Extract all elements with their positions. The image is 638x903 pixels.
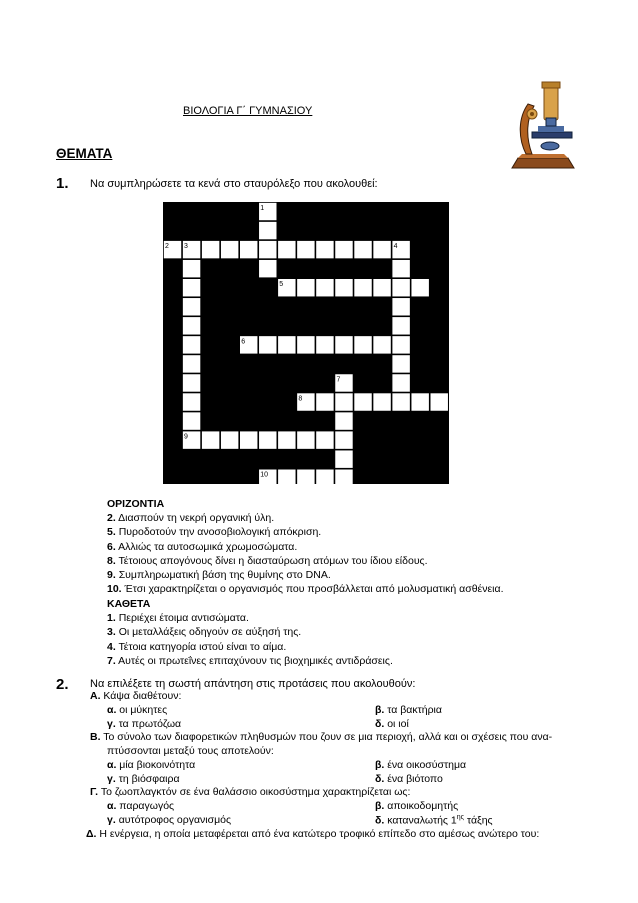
crossword-number-3: 3 [184,243,188,251]
clue-down-7: 7. Αυτές οι πρωτεΐνες επιταχύνουν τις βιοχημικές αντιδράσεις. [107,654,393,667]
part-c-stem: Γ. Το ζωοπλαγκτόν σε ένα θαλάσσιο οικοσύστημα χαρακτηρίζεται ως: [90,786,411,798]
crossword-number-9: 9 [184,433,188,441]
crossword-number-8: 8 [298,395,303,403]
crossword-cell [297,336,314,353]
part-c-option-d: δ. καταναλωτής $1^{\eta\varsigma}$ τάξης [375,814,493,827]
part-a-option-b: β. τα βακτήρια [375,704,442,716]
crossword-cell [392,298,409,315]
crossword-cell [278,241,295,258]
crossword-cell [335,412,352,429]
crossword-number-5: 5 [279,281,284,289]
crossword-cell [354,336,371,353]
part-a-option-d: δ. οι ιοί [375,718,409,730]
crossword-cell [411,279,428,296]
down-heading: ΚΑΘΕΤΑ [107,598,151,610]
crossword-cell [183,412,200,429]
crossword-cell [392,393,409,410]
crossword-cell [335,431,352,448]
clue-across-5: 5. Πυροδοτούν την ανοσοβιολογική απόκριση. [107,526,322,539]
crossword-cell [297,431,314,448]
question-1-text: Να συμπληρώσετε τα κενά στο σταυρόλεξο που ακολουθεί: [90,178,378,190]
crossword-cell [392,355,409,372]
crossword-cell [316,470,333,485]
crossword-cell [335,393,352,410]
crossword-cell [354,393,371,410]
crossword-cell [335,336,352,353]
crossword-cell [183,355,200,372]
crossword-cell [392,260,409,277]
crossword-cell [259,222,276,239]
crossword-cell [392,279,409,296]
part-b-option-d: δ. ένα βιότοπο [375,773,443,785]
crossword-cell [202,431,219,448]
part-d-stem: Δ. Η ενέργεια, η οποία μεταφέρεται από ένα κατώτερο τροφικό επίπεδο στο αμέσως ανώτερο του: [86,828,540,840]
crossword-cell [316,336,333,353]
crossword-cell [278,431,295,448]
crossword-cell [354,241,371,258]
crossword-cell [183,336,200,353]
crossword-cell [316,431,333,448]
crossword-cell [259,260,276,277]
crossword-cell [183,279,200,296]
clue-down-4: 4. Τέτοια κατηγορία ιστού είναι το αίμα. [107,640,287,653]
part-a-stem: Α. Κάψα διαθέτουν: [90,690,182,702]
crossword-cell [202,241,219,258]
part-c-option-c: γ. αυτότροφος οργανισμός [107,814,232,826]
crossword-cell [297,241,314,258]
part-c-option-b: β. αποικοδομητής [375,800,459,812]
part-c-option-a: α. παραγωγός [107,800,175,812]
crossword-cell [411,393,428,410]
crossword-cell [240,431,257,448]
crossword-number-7: 7 [336,376,341,384]
crossword-cell [297,470,314,485]
crossword-cell [183,260,200,277]
crossword-cell [316,279,333,296]
crossword-cell [278,470,295,485]
part-a-option-a: α. οι μύκητες [107,704,168,716]
crossword-cell [373,336,390,353]
clue-across-8: 8. Τέτοιους απογόνους δίνει η διασταύρωση ατόμων του ίδιου είδους. [107,554,428,567]
section-heading: ΘΕΜΑΤΑ [56,146,113,161]
part-b-stem: Β. Το σύνολο των διαφορετικών πληθυσμών που ζουν σε μια περιοχή, αλλά και οι σχέσεις που ανα- [90,731,553,743]
clue-across-6: 6. Αλλιώς τα αυτοσωμικά χρωμοσώματα. [107,540,298,553]
clue-down-1: 1. Περιέχει έτοιμα αντισώματα. [107,612,249,625]
crossword-cell [183,317,200,334]
crossword-cell [392,374,409,391]
crossword-cell [316,393,333,410]
page-title: ΒΙΟΛΟΓΙΑ Γ΄ ΓΥΜΝΑΣΙΟΥ [183,105,313,117]
crossword-cell [316,241,333,258]
crossword-cell [259,336,276,353]
crossword-grid [163,202,449,484]
crossword-cell [392,336,409,353]
across-heading: ΟΡΙΖΟΝΤΙΑ [107,498,165,510]
crossword-number-10: 10 [260,471,269,479]
crossword-cell [335,450,352,467]
across-clues [107,497,504,596]
crossword-cell [259,241,276,258]
crossword-cell [297,279,314,296]
crossword-cell [183,298,200,315]
clue-across-2: 2. Διασπούν τη νεκρή οργανική ύλη. [107,512,275,525]
part-a-option-c: γ. τα πρωτόζωα [107,718,182,730]
crossword-cell [183,393,200,410]
crossword-cell [240,241,257,258]
crossword-cell [259,431,276,448]
crossword-cell [335,279,352,296]
question-2-text: Να επιλέξετε τη σωστή απάντηση στις προτάσεις που ακολουθούν: [90,678,416,690]
crossword-cell [183,374,200,391]
crossword-cell [354,279,371,296]
part-b-option-b: β. ένα οικοσύστημα [375,759,467,771]
crossword-cell [221,431,238,448]
down-clues [107,597,393,668]
part-b-stem-continued: πτύσσονται μεταξύ τους αποτελούν: [107,745,274,757]
clue-down-3: 3. Οι μεταλλάξεις οδηγούν σε αύξησή της. [107,626,302,639]
clue-across-9: 9. Συμπληρωματική βάση της θυμίνης στο DNA. [107,569,331,582]
crossword-cell [373,393,390,410]
crossword-cell [335,241,352,258]
question-1-number: 1. [56,175,69,192]
crossword-cell [431,393,448,410]
crossword-cell [221,241,238,258]
part-b-option-a: α. μία βιοκοινότητα [107,759,196,771]
crossword-cell [373,241,390,258]
crossword-cell [278,336,295,353]
clue-across-10: 10. Έτσι χαρακτηρίζεται ο οργανισμός που προσβάλλεται από μολυσματική ασθένεια. [107,583,504,596]
crossword-cell [373,279,390,296]
question-2-number: 2. [56,676,69,693]
microscope-icon [508,78,584,172]
crossword-cell [392,317,409,334]
crossword-number-4: 4 [393,243,398,251]
crossword-cell [335,470,352,485]
crossword-number-6: 6 [241,338,246,346]
crossword-number-1: 1 [260,205,265,212]
part-b-option-c: γ. τη βιόσφαιρα [107,773,180,785]
crossword-number-2: 2 [165,243,169,251]
